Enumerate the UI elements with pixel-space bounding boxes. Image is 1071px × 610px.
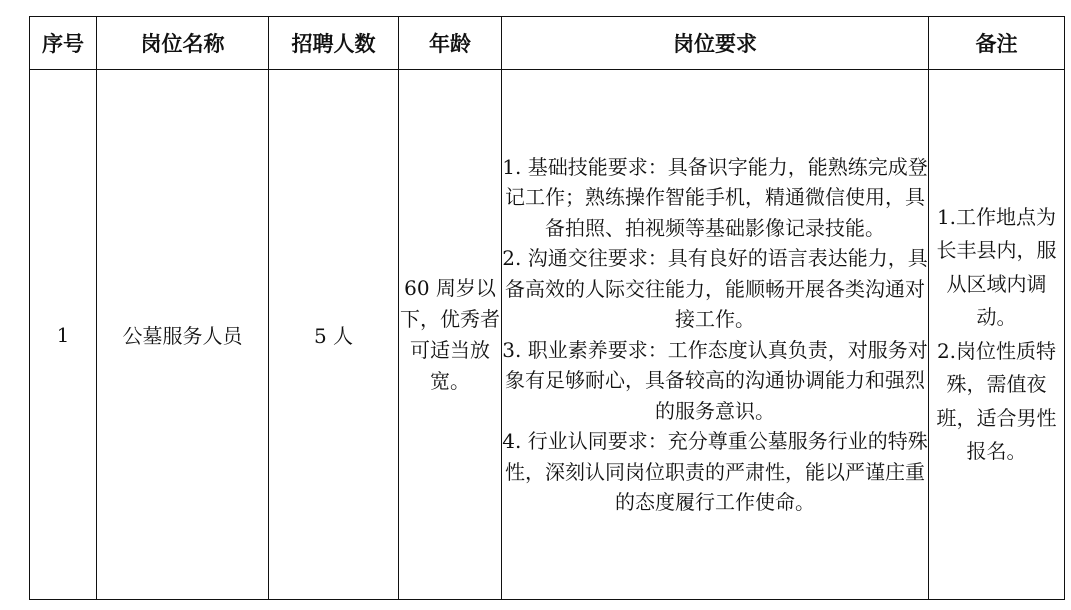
header-headcount: 招聘人数 (269, 17, 399, 70)
cell-index: 1 (30, 70, 97, 600)
job-table (29, 16, 1065, 600)
header-position: 岗位名称 (97, 17, 269, 70)
requirement-item-1: 1. 基础技能要求：具备识字能力，能熟练完成登记工作；熟练操作智能手机，精通微信使用，具备拍照、拍视频等基础影像记录技能。 (502, 154, 928, 240)
cell-notes (929, 70, 1065, 600)
note-item-2: 2.岗位性质特殊，需值夜班，适合男性报名。 (936, 338, 1057, 463)
cell-headcount: 5 人 (269, 70, 399, 600)
header-notes: 备注 (929, 17, 1065, 70)
requirement-item-2: 2. 沟通交往要求：具有良好的语言表达能力，具备高效的人际交往能力，能顺畅开展各类沟通对接工作。 (502, 246, 928, 331)
header-age: 年龄 (399, 17, 502, 70)
cell-position: 公墓服务人员 (97, 70, 269, 600)
cell-age: 60 周岁以下，优秀者可适当放宽。 (399, 70, 502, 600)
requirement-item-3: 3. 职业素养要求：工作态度认真负责，对服务对象有足够耐心，具备较高的沟通协调能力和强烈的服务意识。 (502, 337, 928, 423)
header-index: 序号 (30, 17, 97, 70)
cell-requirements (502, 70, 929, 600)
header-requirements: 岗位要求 (502, 17, 929, 70)
requirement-item-4: 4. 行业认同要求：充分尊重公墓服务行业的特殊性，深刻认同岗位职责的严肃性，能以严谨庄重的态度履行工作使命。 (502, 429, 928, 514)
note-item-1: 1.工作地点为长丰县内，服从区域内调动。 (936, 204, 1057, 329)
header-row (30, 17, 1065, 70)
table-row (30, 70, 1065, 600)
